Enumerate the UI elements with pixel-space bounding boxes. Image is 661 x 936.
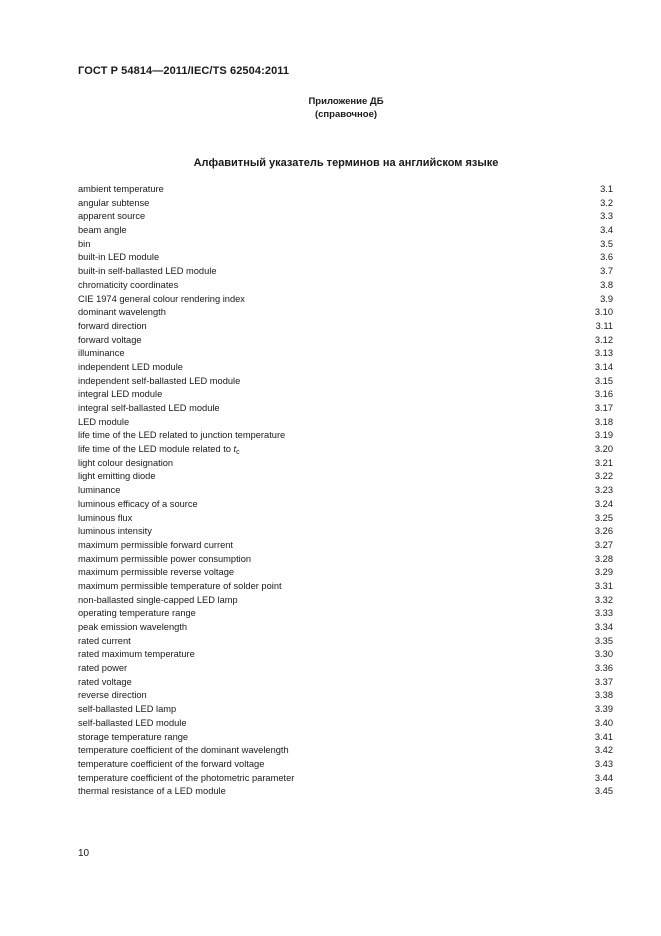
term-entry: [78, 279, 613, 293]
index-title: Алфавитный указатель терминов на английском языке: [193, 157, 499, 169]
term-reference-number: 3.1: [600, 184, 613, 194]
term-name: self-ballasted LED module: [78, 717, 187, 728]
term-name: life time of the LED module related to $t_c$: [78, 444, 240, 457]
term-reference-number: 3.14: [594, 361, 613, 372]
term-name: integral LED module: [78, 389, 163, 400]
page-number: 10: [78, 848, 90, 859]
term-name: bin: [78, 238, 91, 249]
term-reference-number: 3.8: [600, 279, 613, 290]
term-entry: [78, 224, 613, 238]
term-name: light emitting diode: [78, 471, 156, 482]
term-name: ambient temperature: [78, 184, 164, 194]
term-name: maximum permissible temperature of solder point: [78, 580, 282, 591]
term-name: built-in self-ballasted LED module: [78, 266, 217, 277]
term-symbol-subscript: c: [236, 449, 240, 457]
term-name: luminous flux: [78, 512, 133, 523]
term-reference-number: 3.19: [594, 430, 613, 441]
term-entry: [78, 744, 613, 758]
term-entry: [78, 375, 613, 389]
term-entry: [78, 197, 613, 211]
term-reference-number: 3.32: [594, 594, 613, 605]
term-index-list: [78, 183, 613, 799]
term-entry: [78, 703, 613, 717]
term-entry: [78, 553, 613, 567]
term-entry: [78, 470, 613, 484]
term-reference-number: 3.35: [594, 635, 613, 646]
term-entry: [78, 717, 613, 731]
term-name: rated maximum temperature: [78, 649, 195, 660]
term-name: luminous efficacy of a source: [78, 498, 198, 509]
term-entry: [78, 731, 613, 745]
term-symbol: t: [233, 444, 237, 455]
term-name: apparent source: [78, 211, 146, 222]
term-name: light colour designation: [78, 457, 174, 468]
term-entry: [78, 429, 613, 443]
term-entry: [78, 443, 613, 457]
term-entry: [78, 183, 613, 197]
term-reference-number: 3.6: [600, 252, 613, 263]
term-entry: [78, 251, 613, 265]
term-entry: [78, 484, 613, 498]
term-name: maximum permissible power consumption: [78, 553, 252, 564]
term-entry: [78, 594, 613, 608]
term-name: LED module: [78, 416, 130, 427]
term-name: reverse direction: [78, 690, 147, 701]
term-reference-number: 3.18: [594, 416, 613, 427]
appendix-subtitle: (справочное): [314, 109, 378, 120]
term-reference-number: 3.44: [594, 772, 613, 783]
appendix-title: Приложение ДБ: [308, 96, 384, 107]
term-reference-number: 3.4: [600, 225, 613, 236]
term-entry: [78, 265, 613, 279]
term-reference-number: 3.13: [594, 348, 613, 359]
term-name: life time of the LED related to junction temperature: [78, 430, 286, 441]
term-reference-number: 3.40: [594, 717, 613, 728]
term-reference-number: 3.31: [594, 580, 613, 591]
term-name: chromaticity coordinates: [78, 279, 179, 290]
term-reference-number: 3.28: [594, 553, 613, 564]
term-entry: [78, 566, 613, 580]
term-entry: [78, 676, 613, 690]
term-reference-number: 3.15: [594, 375, 613, 386]
term-reference-number: 3.45: [594, 786, 613, 797]
term-entry: [78, 210, 613, 224]
term-name: integral self-ballasted LED module: [78, 403, 220, 413]
term-reference-number: 3.10: [594, 307, 613, 318]
term-entry: [78, 306, 613, 320]
term-name: temperature coefficient of the photometric parameter: [78, 772, 295, 783]
term-entry: [78, 621, 613, 635]
term-reference-number: 3.3: [600, 211, 613, 222]
term-name: rated current: [78, 635, 131, 646]
term-name: storage temperature range: [78, 731, 189, 742]
term-reference-number: 3.36: [594, 663, 613, 674]
term-reference-number: 3.29: [594, 567, 613, 578]
term-entry: [78, 512, 613, 526]
term-reference-number: 3.42: [594, 745, 613, 756]
term-reference-number: 3.20: [594, 444, 613, 455]
term-name: dominant wavelength: [78, 307, 166, 318]
term-reference-number: 3.25: [594, 512, 613, 523]
term-entry: [78, 648, 613, 662]
term-entry: [78, 457, 613, 471]
term-name: maximum permissible forward current: [78, 539, 233, 550]
term-entry: [78, 334, 613, 348]
term-name: luminous intensity: [78, 526, 152, 537]
term-reference-number: 3.37: [594, 676, 613, 687]
term-reference-number: 3.30: [594, 649, 613, 660]
term-reference-number: 3.5: [600, 238, 613, 249]
term-name: self-ballasted LED lamp: [78, 704, 177, 715]
term-name: temperature coefficient of the dominant wavelength: [78, 745, 289, 756]
term-entry: [78, 785, 613, 799]
term-entry: [78, 580, 613, 594]
appendix-heading: [0, 95, 661, 121]
term-name: operating temperature range: [78, 608, 196, 619]
term-reference-number: 3.38: [594, 690, 613, 701]
term-reference-number: 3.16: [594, 389, 613, 400]
term-entry: [78, 539, 613, 553]
term-reference-number: 3.34: [594, 622, 613, 632]
term-name: thermal resistance of a LED module: [78, 786, 226, 797]
standard-header: ГОСТ Р 54814—2011/IEC/TS 62504:2011: [78, 65, 290, 77]
term-entry: [78, 772, 613, 786]
term-entry: [78, 662, 613, 676]
term-entry: [78, 607, 613, 621]
term-reference-number: 3.21: [594, 457, 613, 468]
term-name: peak emission wavelength: [78, 622, 188, 632]
term-reference-number: 3.2: [600, 197, 613, 208]
term-entry: [78, 361, 613, 375]
term-entry: [78, 689, 613, 703]
term-reference-number: 3.24: [594, 498, 613, 509]
term-name: rated power: [78, 663, 128, 674]
term-reference-number: 3.9: [600, 293, 613, 304]
term-reference-number: 3.11: [595, 320, 613, 331]
term-reference-number: 3.33: [594, 608, 613, 619]
term-reference-number: 3.27: [594, 539, 613, 550]
term-name: CIE 1974 general colour rendering index: [78, 293, 245, 304]
term-name: temperature coefficient of the forward voltage: [78, 758, 265, 769]
term-reference-number: 3.22: [594, 471, 613, 482]
term-name: angular subtense: [78, 197, 150, 208]
term-reference-number: 3.39: [594, 704, 613, 715]
term-reference-number: 3.12: [594, 334, 613, 345]
term-name: rated voltage: [78, 676, 132, 687]
term-name: forward direction: [78, 320, 147, 331]
term-reference-number: 3.41: [594, 731, 613, 742]
term-name: independent LED module: [78, 361, 183, 372]
term-name: forward voltage: [78, 334, 142, 345]
term-reference-number: 3.17: [594, 403, 613, 413]
term-entry: [78, 347, 613, 361]
term-entry: [78, 758, 613, 772]
term-entry: [78, 416, 613, 430]
term-entry: [78, 320, 613, 334]
term-name: built-in LED module: [78, 252, 160, 263]
term-entry: [78, 293, 613, 307]
term-reference-number: 3.43: [594, 758, 613, 769]
term-name: beam angle: [78, 225, 127, 236]
term-name: maximum permissible reverse voltage: [78, 567, 235, 578]
term-reference-number: 3.7: [600, 266, 613, 277]
term-reference-number: 3.23: [594, 485, 613, 496]
term-name: luminance: [78, 485, 121, 496]
term-name: non-ballasted single-capped LED lamp: [78, 594, 238, 605]
term-entry: [78, 388, 613, 402]
term-entry: [78, 498, 613, 512]
term-entry: [78, 525, 613, 539]
term-reference-number: 3.26: [594, 526, 613, 537]
term-name: illuminance: [78, 348, 125, 359]
term-entry: [78, 402, 613, 416]
term-name: independent self-ballasted LED module: [78, 375, 241, 386]
term-entry: [78, 635, 613, 649]
term-entry: [78, 238, 613, 252]
